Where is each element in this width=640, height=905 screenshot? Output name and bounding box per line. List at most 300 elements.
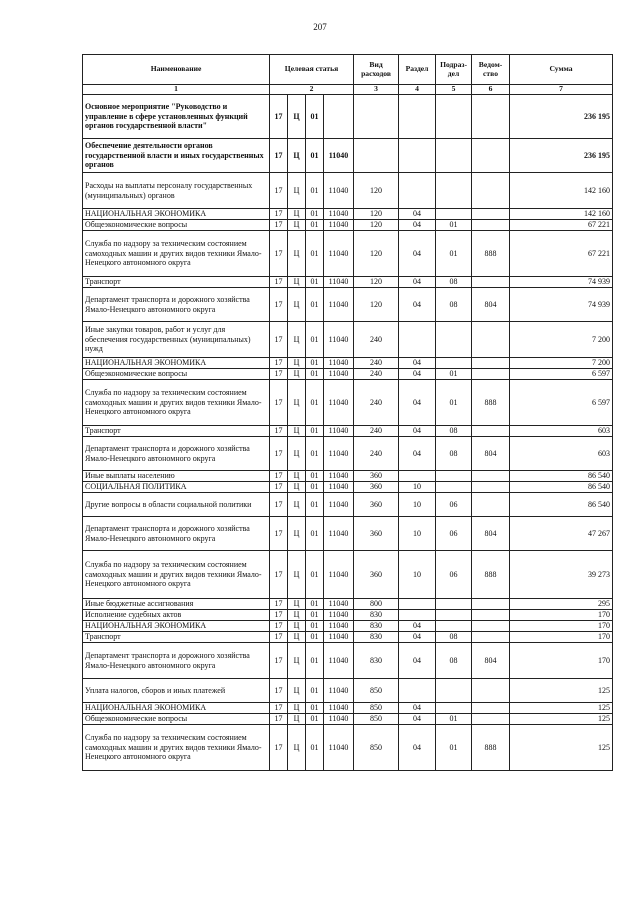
table-row (83, 471, 613, 482)
target-article-direction-cell: 11040 (324, 277, 354, 288)
target-article-direction-cell: 11040 (324, 621, 354, 632)
section-cell (399, 139, 436, 173)
expense-type-cell: 360 (354, 493, 399, 517)
target-article-direction-cell: 11040 (324, 231, 354, 277)
target-article-event-cell: 01 (306, 725, 324, 771)
department-cell (472, 493, 510, 517)
table-row (83, 437, 613, 471)
table-row (83, 95, 613, 139)
target-article-letter-cell: Ц (288, 621, 306, 632)
target-article-program-cell: 17 (270, 679, 288, 703)
target-article-letter-cell: Ц (288, 482, 306, 493)
amount-cell: 86 540 (510, 493, 613, 517)
row-name-cell: НАЦИОНАЛЬНАЯ ЭКОНОМИКА (83, 621, 270, 632)
header-section: Раздел (399, 55, 436, 85)
target-article-program-cell: 17 (270, 277, 288, 288)
expense-type-cell: 360 (354, 517, 399, 551)
table-row (83, 517, 613, 551)
department-cell: 804 (472, 517, 510, 551)
row-name-cell: Основное мероприятие "Руководство и управление в сфере установленных функций органов государственной власти" (83, 95, 270, 139)
target-article-event-cell: 01 (306, 482, 324, 493)
target-article-event-cell: 01 (306, 471, 324, 482)
target-article-program-cell: 17 (270, 426, 288, 437)
target-article-direction-cell: 11040 (324, 610, 354, 621)
section-cell: 04 (399, 369, 436, 380)
amount-cell: 74 939 (510, 277, 613, 288)
row-name-cell: Департамент транспорта и дорожного хозяйства Ямало-Ненецкого автономного округа (83, 643, 270, 679)
header-name: Наименование (83, 55, 270, 85)
section-cell: 04 (399, 277, 436, 288)
subsection-cell: 01 (436, 231, 472, 277)
row-name-cell: Транспорт (83, 277, 270, 288)
row-name-cell: НАЦИОНАЛЬНАЯ ЭКОНОМИКА (83, 358, 270, 369)
amount-cell: 170 (510, 643, 613, 679)
target-article-program-cell: 17 (270, 231, 288, 277)
row-name-cell: Транспорт (83, 632, 270, 643)
page-number: 207 (313, 22, 327, 32)
subsection-cell (436, 703, 472, 714)
target-article-direction-cell: 11040 (324, 380, 354, 426)
department-cell (472, 599, 510, 610)
target-article-event-cell: 01 (306, 621, 324, 632)
target-article-program-cell: 17 (270, 288, 288, 322)
department-cell: 888 (472, 380, 510, 426)
target-article-event-cell: 01 (306, 551, 324, 599)
target-article-program-cell: 17 (270, 358, 288, 369)
table-row (83, 482, 613, 493)
row-name-cell: Служба по надзору за техническим состоянием самоходных машин и других видов техники Ямало-Ненецкого автономного округа (83, 380, 270, 426)
target-article-event-cell: 01 (306, 322, 324, 358)
target-article-letter-cell: Ц (288, 493, 306, 517)
target-article-event-cell: 01 (306, 139, 324, 173)
target-article-letter-cell: Ц (288, 358, 306, 369)
target-article-program-cell: 17 (270, 437, 288, 471)
department-cell (472, 482, 510, 493)
header-amount: Сумма (510, 55, 613, 85)
target-article-event-cell: 01 (306, 437, 324, 471)
column-number: 5 (436, 85, 472, 95)
target-article-letter-cell: Ц (288, 380, 306, 426)
department-cell (472, 220, 510, 231)
expense-type-cell: 240 (354, 322, 399, 358)
expense-type-cell: 360 (354, 482, 399, 493)
target-article-direction-cell: 11040 (324, 714, 354, 725)
section-cell: 04 (399, 231, 436, 277)
section-cell (399, 173, 436, 209)
row-name-cell: Транспорт (83, 426, 270, 437)
target-article-program-cell: 17 (270, 173, 288, 209)
budget-table (82, 54, 613, 771)
target-article-direction-cell: 11040 (324, 220, 354, 231)
section-cell (399, 610, 436, 621)
table-row (83, 610, 613, 621)
target-article-direction-cell: 11040 (324, 725, 354, 771)
target-article-letter-cell: Ц (288, 599, 306, 610)
target-article-program-cell: 17 (270, 610, 288, 621)
row-name-cell: Служба по надзору за техническим состоянием самоходных машин и других видов техники Ямало-Ненецкого автономного округа (83, 231, 270, 277)
target-article-direction-cell: 11040 (324, 493, 354, 517)
target-article-program-cell: 17 (270, 632, 288, 643)
target-article-direction-cell: 11040 (324, 551, 354, 599)
table-row (83, 173, 613, 209)
amount-cell: 86 540 (510, 482, 613, 493)
department-cell: 888 (472, 231, 510, 277)
amount-cell: 125 (510, 725, 613, 771)
department-cell (472, 358, 510, 369)
subsection-cell (436, 599, 472, 610)
amount-cell: 74 939 (510, 288, 613, 322)
target-article-direction-cell: 11040 (324, 471, 354, 482)
subsection-cell: 06 (436, 493, 472, 517)
target-article-program-cell: 17 (270, 369, 288, 380)
department-cell: 804 (472, 288, 510, 322)
amount-cell: 67 221 (510, 231, 613, 277)
table-body (83, 95, 613, 771)
section-cell: 10 (399, 493, 436, 517)
target-article-program-cell: 17 (270, 471, 288, 482)
department-cell (472, 322, 510, 358)
subsection-cell (436, 139, 472, 173)
target-article-direction-cell: 11040 (324, 173, 354, 209)
amount-cell: 170 (510, 610, 613, 621)
amount-cell: 236 195 (510, 139, 613, 173)
section-cell: 04 (399, 358, 436, 369)
column-number-row (83, 85, 613, 95)
table-row (83, 220, 613, 231)
target-article-letter-cell: Ц (288, 517, 306, 551)
target-article-program-cell: 17 (270, 551, 288, 599)
column-number: 3 (354, 85, 399, 95)
department-cell (472, 679, 510, 703)
target-article-letter-cell: Ц (288, 209, 306, 220)
target-article-event-cell: 01 (306, 610, 324, 621)
subsection-cell: 08 (436, 277, 472, 288)
target-article-direction-cell: 11040 (324, 599, 354, 610)
row-name-cell: Расходы на выплаты персоналу государственных (муниципальных) органов (83, 173, 270, 209)
amount-cell: 142 160 (510, 173, 613, 209)
row-name-cell: СОЦИАЛЬНАЯ ПОЛИТИКА (83, 482, 270, 493)
row-name-cell: Исполнение судебных актов (83, 610, 270, 621)
target-article-event-cell: 01 (306, 703, 324, 714)
target-article-program-cell: 17 (270, 714, 288, 725)
target-article-direction-cell: 11040 (324, 703, 354, 714)
subsection-cell (436, 471, 472, 482)
table-row (83, 599, 613, 610)
amount-cell: 6 597 (510, 380, 613, 426)
target-article-letter-cell: Ц (288, 322, 306, 358)
target-article-direction-cell: 11040 (324, 369, 354, 380)
section-cell: 04 (399, 632, 436, 643)
amount-cell: 47 267 (510, 517, 613, 551)
expense-type-cell (354, 95, 399, 139)
target-article-letter-cell: Ц (288, 220, 306, 231)
target-article-direction-cell: 11040 (324, 288, 354, 322)
department-cell (472, 173, 510, 209)
department-cell (472, 610, 510, 621)
department-cell: 888 (472, 725, 510, 771)
target-article-letter-cell: Ц (288, 437, 306, 471)
target-article-program-cell: 17 (270, 380, 288, 426)
header-expense-type: Вид расходов (354, 55, 399, 85)
column-number: 4 (399, 85, 436, 95)
section-cell: 10 (399, 482, 436, 493)
target-article-letter-cell: Ц (288, 610, 306, 621)
subsection-cell: 06 (436, 551, 472, 599)
table-row (83, 714, 613, 725)
department-cell (472, 139, 510, 173)
row-name-cell: Иные закупки товаров, работ и услуг для обеспечения государственных (муниципальных) нужд (83, 322, 270, 358)
table-row (83, 725, 613, 771)
expense-type-cell: 120 (354, 173, 399, 209)
subsection-cell (436, 173, 472, 209)
amount-cell: 125 (510, 703, 613, 714)
row-name-cell: НАЦИОНАЛЬНАЯ ЭКОНОМИКА (83, 209, 270, 220)
section-cell: 04 (399, 437, 436, 471)
target-article-event-cell: 01 (306, 220, 324, 231)
target-article-direction-cell: 11040 (324, 437, 354, 471)
target-article-event-cell: 01 (306, 277, 324, 288)
department-cell: 804 (472, 643, 510, 679)
table-row (83, 679, 613, 703)
target-article-letter-cell: Ц (288, 139, 306, 173)
subsection-cell (436, 610, 472, 621)
department-cell (472, 471, 510, 482)
section-cell (399, 322, 436, 358)
target-article-event-cell: 01 (306, 426, 324, 437)
target-article-program-cell: 17 (270, 599, 288, 610)
target-article-letter-cell: Ц (288, 231, 306, 277)
target-article-event-cell: 01 (306, 209, 324, 220)
expense-type-cell: 240 (354, 437, 399, 471)
subsection-cell (436, 482, 472, 493)
expense-type-cell: 120 (354, 209, 399, 220)
subsection-cell: 08 (436, 426, 472, 437)
section-cell: 04 (399, 725, 436, 771)
subsection-cell (436, 95, 472, 139)
amount-cell: 170 (510, 632, 613, 643)
department-cell (472, 95, 510, 139)
target-article-direction-cell: 11040 (324, 643, 354, 679)
department-cell (472, 277, 510, 288)
amount-cell: 39 273 (510, 551, 613, 599)
section-cell: 04 (399, 426, 436, 437)
subsection-cell: 01 (436, 369, 472, 380)
expense-type-cell: 240 (354, 380, 399, 426)
department-cell: 888 (472, 551, 510, 599)
expense-type-cell: 120 (354, 288, 399, 322)
subsection-cell: 08 (436, 437, 472, 471)
row-name-cell: Иные бюджетные ассигнования (83, 599, 270, 610)
target-article-letter-cell: Ц (288, 471, 306, 482)
target-article-event-cell: 01 (306, 369, 324, 380)
amount-cell: 7 200 (510, 358, 613, 369)
row-name-cell: Обеспечение деятельности органов государственной власти и иных государственных органов (83, 139, 270, 173)
row-name-cell: Общеэкономические вопросы (83, 714, 270, 725)
target-article-program-cell: 17 (270, 703, 288, 714)
target-article-letter-cell: Ц (288, 95, 306, 139)
section-cell: 10 (399, 551, 436, 599)
expense-type-cell: 120 (354, 231, 399, 277)
target-article-event-cell: 01 (306, 517, 324, 551)
expense-type-cell: 850 (354, 703, 399, 714)
subsection-cell (436, 322, 472, 358)
target-article-direction-cell: 11040 (324, 358, 354, 369)
section-cell (399, 679, 436, 703)
target-article-event-cell: 01 (306, 358, 324, 369)
table-row (83, 358, 613, 369)
row-name-cell: Уплата налогов, сборов и иных платежей (83, 679, 270, 703)
target-article-event-cell: 01 (306, 95, 324, 139)
amount-cell: 125 (510, 714, 613, 725)
amount-cell: 603 (510, 437, 613, 471)
expense-type-cell: 240 (354, 358, 399, 369)
table-row (83, 369, 613, 380)
amount-cell: 6 597 (510, 369, 613, 380)
subsection-cell: 08 (436, 643, 472, 679)
table-row (83, 493, 613, 517)
amount-cell: 603 (510, 426, 613, 437)
expense-type-cell: 830 (354, 632, 399, 643)
target-article-event-cell: 01 (306, 632, 324, 643)
expense-type-cell: 830 (354, 643, 399, 679)
target-article-event-cell: 01 (306, 173, 324, 209)
target-article-program-cell: 17 (270, 322, 288, 358)
subsection-cell: 01 (436, 380, 472, 426)
target-article-direction-cell: 11040 (324, 482, 354, 493)
expense-type-cell: 850 (354, 714, 399, 725)
expense-type-cell: 830 (354, 621, 399, 632)
section-cell: 04 (399, 209, 436, 220)
department-cell (472, 426, 510, 437)
section-cell (399, 471, 436, 482)
target-article-event-cell: 01 (306, 288, 324, 322)
expense-type-cell: 120 (354, 220, 399, 231)
section-cell: 04 (399, 380, 436, 426)
subsection-cell: 08 (436, 288, 472, 322)
table-row (83, 426, 613, 437)
section-cell: 04 (399, 703, 436, 714)
target-article-letter-cell: Ц (288, 632, 306, 643)
target-article-direction-cell: 11040 (324, 426, 354, 437)
target-article-program-cell: 17 (270, 621, 288, 632)
target-article-direction-cell: 11040 (324, 209, 354, 220)
expense-type-cell: 850 (354, 679, 399, 703)
section-cell: 04 (399, 220, 436, 231)
department-cell (472, 621, 510, 632)
subsection-cell (436, 621, 472, 632)
department-cell (472, 703, 510, 714)
target-article-letter-cell: Ц (288, 725, 306, 771)
row-name-cell: Служба по надзору за техническим состоянием самоходных машин и других видов техники Ямало-Ненецкого автономного округа (83, 551, 270, 599)
target-article-event-cell: 01 (306, 599, 324, 610)
target-article-program-cell: 17 (270, 209, 288, 220)
target-article-program-cell: 17 (270, 139, 288, 173)
row-name-cell: Общеэкономические вопросы (83, 369, 270, 380)
subsection-cell: 08 (436, 632, 472, 643)
amount-cell: 67 221 (510, 220, 613, 231)
table-row (83, 643, 613, 679)
target-article-event-cell: 01 (306, 231, 324, 277)
target-article-direction-cell: 11040 (324, 632, 354, 643)
row-name-cell: НАЦИОНАЛЬНАЯ ЭКОНОМИКА (83, 703, 270, 714)
amount-cell: 236 195 (510, 95, 613, 139)
target-article-letter-cell: Ц (288, 714, 306, 725)
department-cell (472, 632, 510, 643)
subsection-cell: 01 (436, 714, 472, 725)
target-article-letter-cell: Ц (288, 173, 306, 209)
row-name-cell: Другие вопросы в области социальной политики (83, 493, 270, 517)
department-cell (472, 369, 510, 380)
subsection-cell (436, 358, 472, 369)
header-department: Ведом-ство (472, 55, 510, 85)
table-row (83, 231, 613, 277)
amount-cell: 125 (510, 679, 613, 703)
target-article-letter-cell: Ц (288, 369, 306, 380)
table-row (83, 139, 613, 173)
table-row (83, 380, 613, 426)
target-article-event-cell: 01 (306, 714, 324, 725)
target-article-event-cell: 01 (306, 380, 324, 426)
expense-type-cell: 850 (354, 725, 399, 771)
amount-cell: 142 160 (510, 209, 613, 220)
table-row (83, 703, 613, 714)
subsection-cell: 01 (436, 725, 472, 771)
section-cell (399, 599, 436, 610)
row-name-cell: Служба по надзору за техническим состоянием самоходных машин и других видов техники Ямало-Ненецкого автономного округа (83, 725, 270, 771)
expense-type-cell: 360 (354, 471, 399, 482)
amount-cell: 7 200 (510, 322, 613, 358)
expense-type-cell: 240 (354, 426, 399, 437)
row-name-cell: Иные выплаты населению (83, 471, 270, 482)
row-name-cell: Департамент транспорта и дорожного хозяйства Ямало-Ненецкого автономного округа (83, 437, 270, 471)
target-article-event-cell: 01 (306, 493, 324, 517)
department-cell (472, 209, 510, 220)
row-name-cell: Департамент транспорта и дорожного хозяйства Ямало-Ненецкого автономного округа (83, 288, 270, 322)
target-article-direction-cell: 11040 (324, 139, 354, 173)
column-number: 7 (510, 85, 613, 95)
target-article-program-cell: 17 (270, 220, 288, 231)
section-cell: 04 (399, 643, 436, 679)
table-header-row (83, 55, 613, 85)
subsection-cell: 01 (436, 220, 472, 231)
target-article-event-cell: 01 (306, 679, 324, 703)
row-name-cell: Общеэкономические вопросы (83, 220, 270, 231)
expense-type-cell: 830 (354, 610, 399, 621)
target-article-letter-cell: Ц (288, 551, 306, 599)
subsection-cell: 06 (436, 517, 472, 551)
amount-cell: 170 (510, 621, 613, 632)
target-article-letter-cell: Ц (288, 277, 306, 288)
section-cell: 04 (399, 288, 436, 322)
column-number: 6 (472, 85, 510, 95)
column-number: 1 (83, 85, 270, 95)
amount-cell: 295 (510, 599, 613, 610)
expense-type-cell: 240 (354, 369, 399, 380)
department-cell (472, 714, 510, 725)
expense-type-cell: 120 (354, 277, 399, 288)
target-article-letter-cell: Ц (288, 288, 306, 322)
section-cell: 04 (399, 714, 436, 725)
table-row (83, 288, 613, 322)
expense-type-cell: 360 (354, 551, 399, 599)
table-row (83, 551, 613, 599)
target-article-letter-cell: Ц (288, 679, 306, 703)
target-article-letter-cell: Ц (288, 643, 306, 679)
section-cell (399, 95, 436, 139)
target-article-direction-cell: 11040 (324, 517, 354, 551)
section-cell: 10 (399, 517, 436, 551)
target-article-program-cell: 17 (270, 643, 288, 679)
